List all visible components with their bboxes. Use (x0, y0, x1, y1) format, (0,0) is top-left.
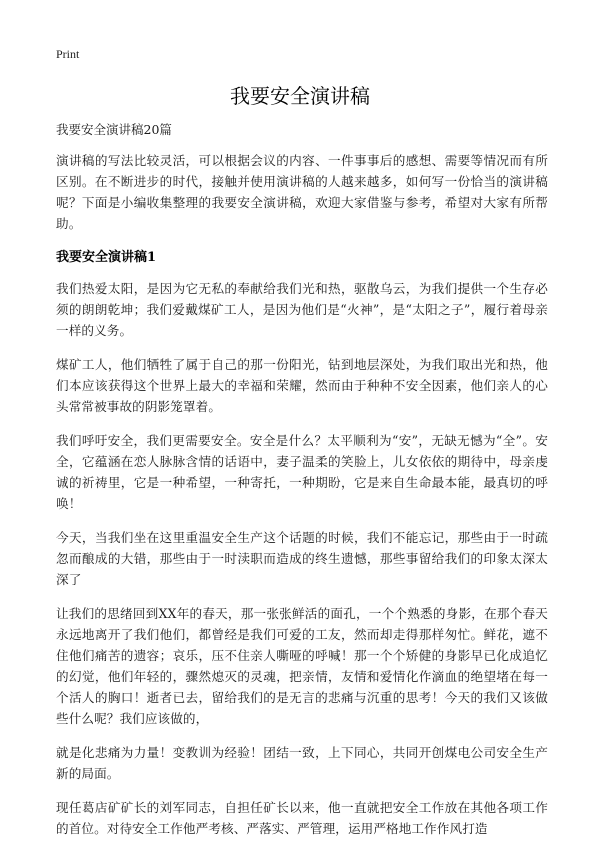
body-paragraph-4: 今天，当我们坐在这里重温安全生产这个话题的时候，我们不能忘记，那些由于一时疏忽而酿成的大错，那些由于一时渎职而造成的终生遗憾，那些事留给我们的印象太深太深了 (56, 530, 548, 587)
body-paragraph-2: 煤矿工人，他们牺牲了属于自己的那一份阳光，钻到地层深处，为我们取出光和热，他们本应该获得这个世界上最大的幸福和荣耀，然而由于种种不安全因素，他们亲人的心头常常被事故的阴影笼罩着。 (56, 357, 548, 414)
body-paragraph-6: 就是化悲痛为力量！变教训为经验！团结一致，上下同心，共同开创煤电公司安全生产新的局面。 (56, 745, 548, 781)
print-link[interactable]: Print (56, 47, 80, 61)
document-subtitle: 我要安全演讲稿20篇 (56, 122, 172, 137)
body-paragraph-1: 我们热爱太阳，是因为它无私的奉献给我们光和热，驱散乌云，为我们提供一个生存必须的朗朗乾坤；我们爱戴煤矿工人，是因为他们是“火神”，是“太阳之子”，履行着母亲一样的义务。 (56, 281, 548, 338)
body-paragraph-3: 我们呼吁安全，我们更需要安全。安全是什么？太平顺利为“安”，无缺无憾为“全”。安全，它蕴涵在恋人脉脉含情的话语中，妻子温柔的笑脸上，儿女依依的期待中，母亲虔诚的祈祷里，它是一种希望，一种寄托，一种期盼，它是来自生命最本能，最真切的呼唤！ (56, 433, 548, 511)
body-paragraph-7: 现任葛店矿矿长的刘军同志，自担任矿长以来，他一直就把安全工作放在其他各项工作的首位。对待安全工作他严考核、严落实、严管理，运用严格地工作作风打造 (56, 800, 548, 836)
section-heading: 我要安全演讲稿1 (56, 250, 157, 265)
page-title: 我要安全演讲稿 (230, 84, 370, 108)
document-body (56, 150, 548, 852)
body-paragraph-5: 让我们的思绪回到XX年的春天，那一张张鲜活的面孔，一个个熟悉的身影，在那个春天永远地离开了我们他们，都曾经是我们可爱的工友，然而却走得那样匆忙。鲜花，遮不住他们痛苦的遗容；哀乐，压不住亲人嘶哑的呼喊！那一个个矫健的身影早已化成追忆的幻觉，他们年轻的，骤然熄灭的灵魂，把亲情，友情和爱情化作滴血的绝望堵在每一个活人的胸口！逝者已去，留给我们的是无言的悲痛与沉重的思考！今天的我们又该做些什么呢？我们应该做的， (56, 606, 548, 726)
intro-paragraph: 演讲稿的写法比较灵活，可以根据会议的内容、一件事事后的感想、需要等情况而有所区别。在不断进步的时代，接触并使用演讲稿的人越来越多，如何写一份恰当的演讲稿呢？下面是小编收集整理的我要安全演讲稿，欢迎大家借鉴与参考，希望对大家有所帮助。 (56, 153, 548, 231)
